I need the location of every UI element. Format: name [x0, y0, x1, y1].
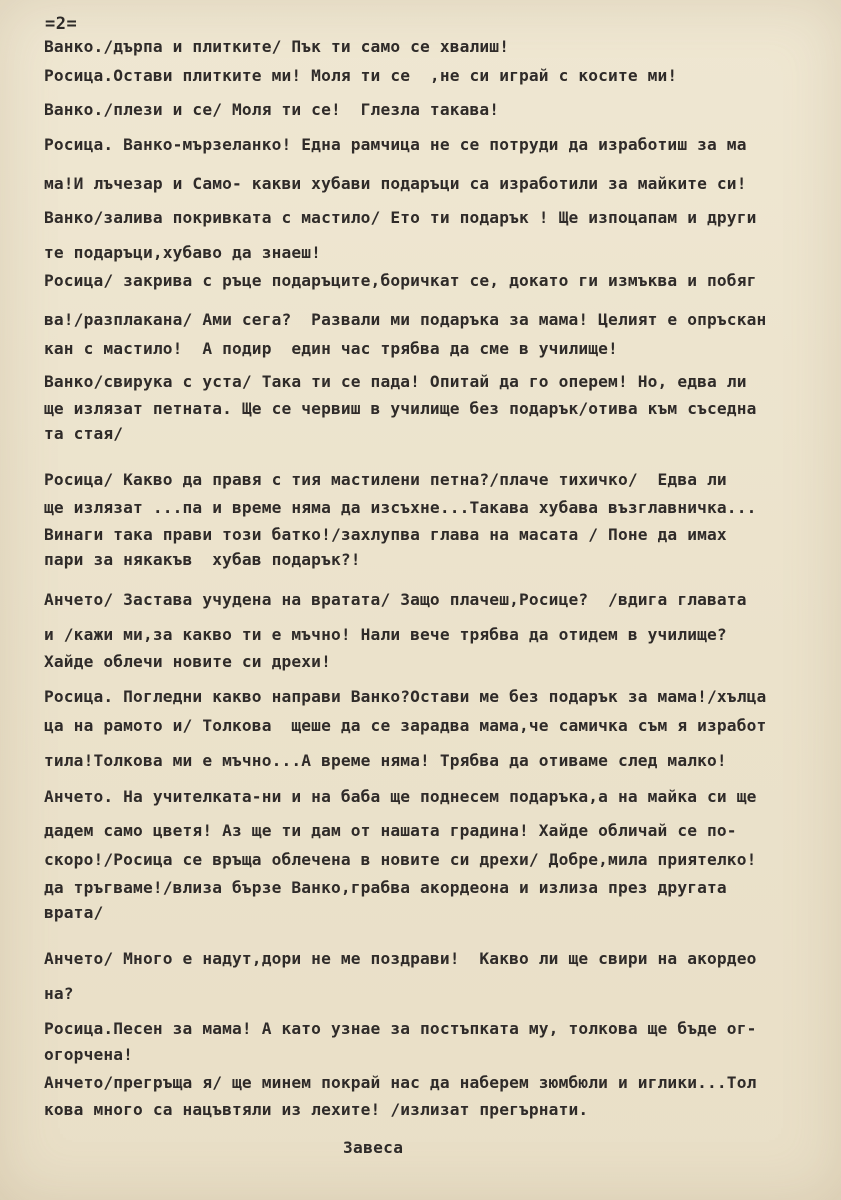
text-line: Анчето. На учителката-ни и на баба ще поднесем подаръка,а на майка си ще [44, 787, 757, 806]
text-line: Анчето/прегръща я/ ще минем покрай нас да наберем зюмбюли и иглики...Тол [44, 1073, 757, 1092]
text-line: врата/ [44, 903, 104, 922]
text-line: Росица.Песен за мама! А като узнае за постъпката му, толкова ще бъде ог- [44, 1019, 757, 1038]
text-line: Росица.Остави плитките ми! Моля ти се ,не си играй с косите ми! [44, 66, 678, 85]
text-line: ще излязат ...па и време няма да изсъхне...Такава хубава възглавничка... [44, 498, 757, 517]
text-line: ва!/разплакана/ Ами сега? Развали ми подаръка за мама! Целият е опръскан [44, 310, 767, 329]
text-line: дадем само цветя! Аз ще ти дам от нашата градина! Хайде обличай се по- [44, 821, 737, 840]
text-line: Анчето/ Много е надут,дори не ме поздрави! Какво ли ще свири на акордео [44, 949, 757, 968]
text-line: те подаръци,хубаво да знаеш! [44, 243, 322, 262]
text-line: Ванко/свирука с уста/ Така ти се пада! Опитай да го оперем! Но, едва ли [44, 372, 747, 391]
text-line: огорчена! [44, 1045, 134, 1064]
text-line: кова много са нацъвтяли из лехите! /излизат прегърнати. [44, 1100, 589, 1119]
text-line: ма!И лъчезар и Само- какви хубави подаръци са изработили за майките си! [44, 174, 747, 193]
text-line: скоро!/Росица се връща облечена в новите си дрехи/ Добре,мила приятелко! [44, 850, 757, 869]
text-line: на? [44, 984, 74, 1003]
text-line: и /кажи ми,за какво ти е мъчно! Нали вече трябва да отидем в училище? [44, 625, 727, 644]
text-line: да тръгваме!/влиза бързе Ванко,грабва акордеона и излиза през другата [44, 878, 727, 897]
text-line: Ванко/залива покривката с мастило/ Ето ти подарък ! Ще изпоцапам и други [44, 208, 757, 227]
text-line: Росица/ закрива с ръце подаръците,боричкат се, докато ги измъква и побяг [44, 271, 757, 290]
page-number: =2= [45, 14, 78, 34]
text-line: пари за някакъв хубав подарък?! [44, 550, 361, 569]
closing-word: Завеса [343, 1138, 404, 1157]
text-line: Росица/ Какво да правя с тия мастилени петна?/плаче тихичко/ Едва ли [44, 470, 727, 489]
text-line: та стая/ [44, 424, 124, 443]
text-line: Росица. Погледни какво направи Ванко?Остави ме без подарък за мама!/хълца [44, 687, 767, 706]
text-line: Росица. Ванко-мързеланко! Една рамчица не се потруди да изработиш за ма [44, 135, 747, 154]
text-line: Хайде облечи новите си дрехи! [44, 652, 331, 671]
text-line: Ванко./плези и се/ Моля ти се! Глезла такава! [44, 100, 500, 119]
text-line: Винаги така прави този батко!/захлупва глава на масата / Поне да имах [44, 525, 727, 544]
text-line: тила!Толкова ми е мъчно...А време няма! Трябва да отиваме след малко! [44, 751, 727, 770]
text-line: Анчето/ Застава учудена на вратата/ Защо плачеш,Росице? /вдига главата [44, 590, 747, 609]
text-line: Ванко./дърпа и плитките/ Пък ти само се хвалиш! [44, 37, 510, 56]
text-line: кан с мастило! А подир един час трябва да сме в училище! [44, 339, 618, 358]
text-line: ще излязат петната. Ще се червиш в училище без подарък/отива към съседна [44, 399, 757, 418]
text-line: ца на рамото и/ Толкова щеше да се зарадва мама,че самичка съм я изработ [44, 716, 767, 735]
